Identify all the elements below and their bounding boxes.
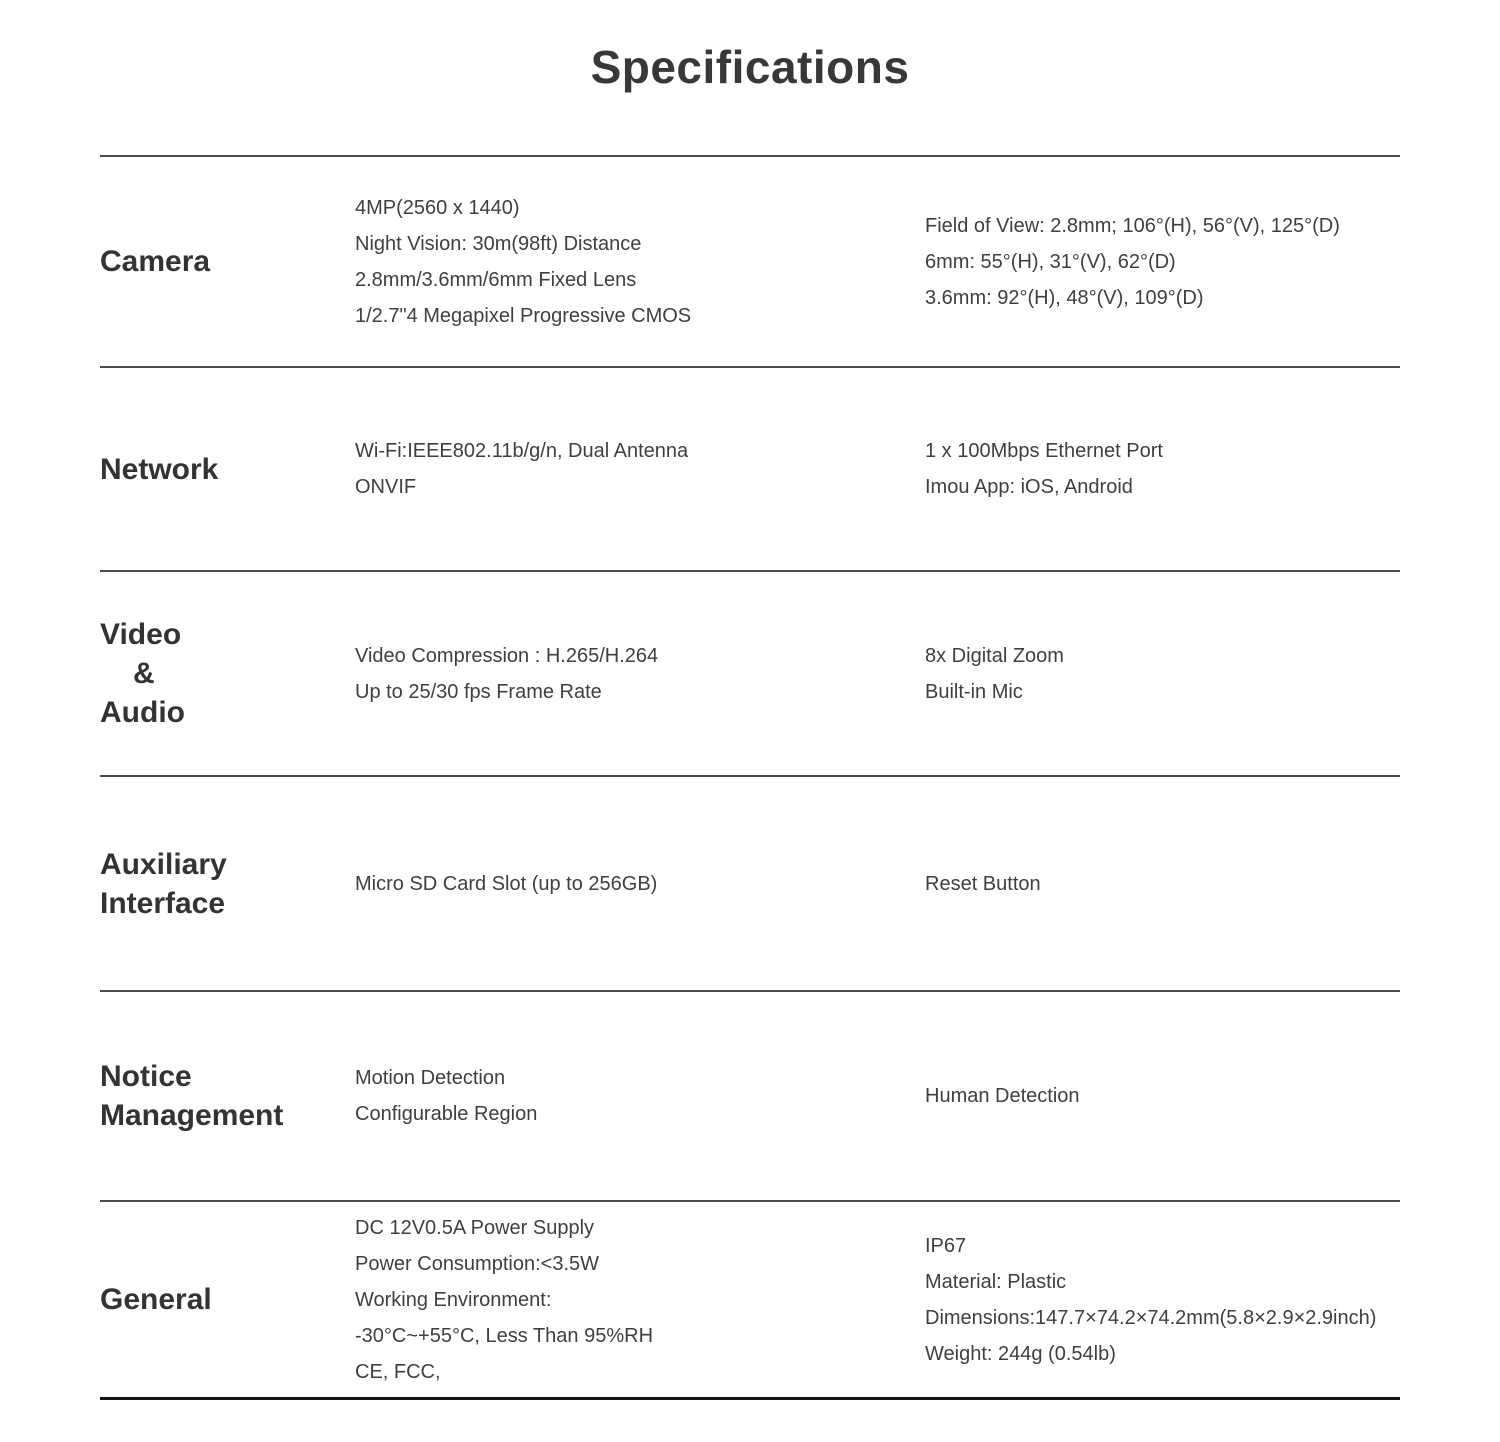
- spec-line: DC 12V0.5A Power Supply: [355, 1216, 595, 1239]
- spec-details-secondary: [925, 866, 1400, 902]
- spec-details-primary: [355, 638, 925, 710]
- spec-line: 6mm: 55°(H), 31°(V), 62°(D): [925, 250, 1176, 273]
- spec-line: Video Compression : H.265/H.264: [355, 644, 659, 667]
- spec-category-auxiliary-interface: [100, 845, 355, 923]
- spec-row-general: [100, 1200, 1400, 1400]
- spec-line: IP67: [925, 1234, 967, 1257]
- spec-row-auxiliary-interface: [100, 775, 1400, 990]
- spec-line: Material: Plastic: [925, 1270, 1067, 1293]
- spec-line: Power Consumption:<3.5W: [355, 1252, 600, 1275]
- spec-category-text: &: [133, 657, 155, 690]
- spec-category-text: Network: [100, 452, 219, 486]
- spec-line: 4MP(2560 x 1440): [355, 196, 520, 219]
- spec-category-text: Audio: [100, 696, 185, 729]
- spec-row-notice-management: [100, 990, 1400, 1200]
- spec-line: 1 x 100Mbps Ethernet Port: [925, 440, 1163, 462]
- spec-category-video-audio: [100, 615, 355, 732]
- spec-category-text: Video: [100, 618, 182, 651]
- spec-line: Motion Detection: [355, 1067, 506, 1089]
- spec-line: Night Vision: 30m(98ft) Distance: [355, 232, 642, 255]
- spec-line: Built-in Mic: [925, 680, 1023, 703]
- page-title: Specifications: [590, 41, 910, 93]
- spec-details-secondary: [925, 208, 1400, 316]
- spec-line: ONVIF: [355, 476, 417, 498]
- spec-category-text: General: [100, 1283, 212, 1316]
- spec-line: -30°C~+55°C, Less Than 95%RH: [355, 1324, 654, 1347]
- spec-row-network: [100, 366, 1400, 570]
- spec-line: Up to 25/30 fps Frame Rate: [355, 680, 602, 703]
- spec-row-camera: [100, 155, 1400, 366]
- spec-details-primary: [355, 866, 925, 902]
- spec-category-text: Auxiliary: [100, 847, 227, 881]
- spec-category-text: Camera: [100, 245, 211, 278]
- spec-category-general: [100, 1280, 355, 1319]
- specifications-table: [100, 155, 1400, 1400]
- spec-details-primary: [355, 190, 925, 334]
- spec-details-primary: [355, 433, 925, 505]
- spec-line: Micro SD Card Slot (up to 256GB): [355, 872, 658, 895]
- spec-line: 2.8mm/3.6mm/6mm Fixed Lens: [355, 268, 637, 291]
- spec-category-notice-management: [100, 1057, 355, 1135]
- spec-line: Imou App: iOS, Android: [925, 476, 1133, 498]
- spec-line: Reset Button: [925, 872, 1041, 895]
- spec-line: Wi-Fi:IEEE802.11b/g/n, Dual Antenna: [355, 440, 689, 462]
- spec-details-secondary: [925, 1078, 1400, 1114]
- spec-details-primary: [355, 1060, 925, 1132]
- spec-category-text: Interface: [100, 886, 226, 920]
- spec-category-network: [100, 450, 355, 489]
- spec-row-video-audio: [100, 570, 1400, 775]
- spec-line: Field of View: 2.8mm; 106°(H), 56°(V), 125°(D): [925, 214, 1340, 237]
- spec-line: Human Detection: [925, 1085, 1080, 1107]
- spec-line: Working Environment:: [355, 1288, 552, 1311]
- spec-details-secondary: [925, 433, 1400, 505]
- spec-category-text: Notice: [100, 1060, 192, 1093]
- spec-line: CE, FCC,: [355, 1360, 441, 1383]
- spec-details-secondary: [925, 1228, 1400, 1372]
- spec-category-text: Management: [100, 1099, 284, 1132]
- spec-line: 8x Digital Zoom: [925, 644, 1064, 667]
- spec-line: Weight: 244g (0.54lb): [925, 1342, 1116, 1365]
- spec-line: 3.6mm: 92°(H), 48°(V), 109°(D): [925, 286, 1204, 309]
- spec-details-primary: [355, 1210, 925, 1390]
- spec-category-camera: [100, 242, 355, 281]
- spec-line: Configurable Region: [355, 1103, 538, 1125]
- spec-line: Dimensions:147.7×74.2×74.2mm(5.8×2.9×2.9inch): [925, 1306, 1377, 1329]
- spec-line: 1/2.7"4 Megapixel Progressive CMOS: [355, 304, 692, 327]
- spec-details-secondary: [925, 638, 1400, 710]
